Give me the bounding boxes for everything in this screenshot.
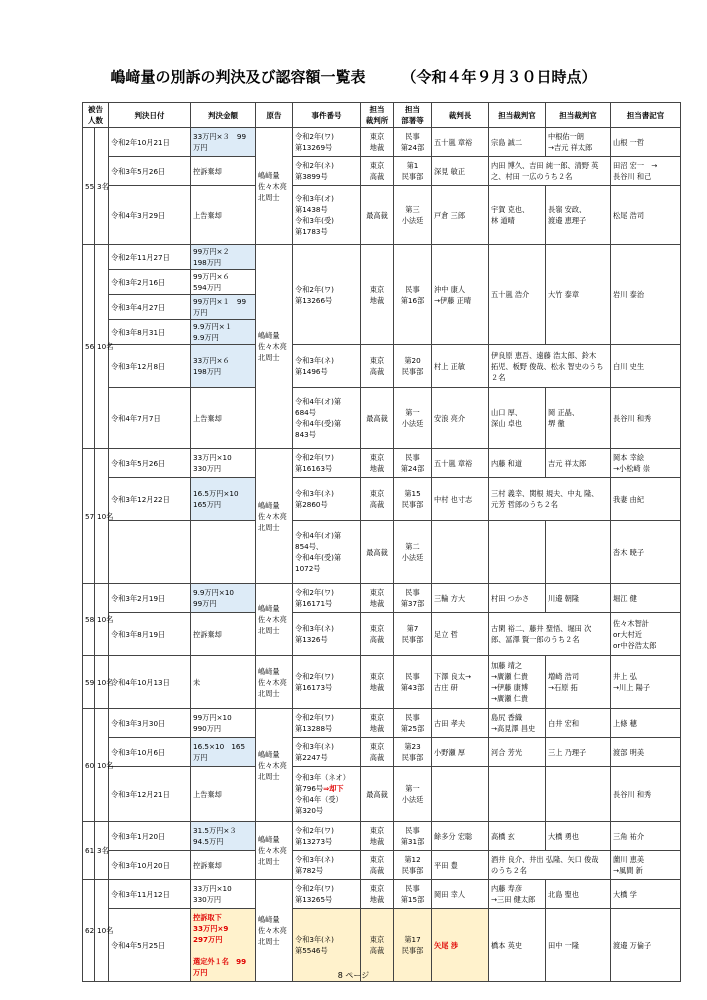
- judgment-amount: 控訴棄却: [191, 157, 256, 186]
- case-number: 令和3年(オ) 第1438号 令和3年(受) 第1783号: [293, 186, 361, 245]
- header-presiding: 裁判長: [432, 103, 489, 128]
- judgment-date: 令和3年2月16日: [109, 270, 191, 295]
- plaintiff: 嶋﨑量 佐々木亮 北周士: [256, 709, 293, 822]
- clerk: 上條 穂: [611, 709, 681, 738]
- judgment-date: 令和3年8月31日: [109, 320, 191, 345]
- judge-2: 岡 正晶、 堺 徹: [546, 388, 611, 449]
- division: 民事 第15部: [394, 880, 432, 909]
- case-number: 令和4年(オ)第 854号、 令和4年(受)第 1072号: [293, 521, 361, 584]
- presiding-judge: 小野瀬 厚: [432, 738, 489, 767]
- case-number: 令和3年(ネ) 第1496号: [293, 345, 361, 388]
- table-row: [83, 613, 681, 656]
- judgment-date: 令和4年5月25日: [109, 909, 191, 982]
- table-row: [83, 245, 681, 270]
- case-number: 令和2年(ワ) 第13265号: [293, 880, 361, 909]
- table-row: [83, 851, 681, 880]
- presiding-judge: 深見 敏正: [432, 157, 489, 186]
- judge-2: [546, 767, 611, 822]
- court: 東京 地裁: [361, 245, 394, 345]
- judge-1: [489, 521, 546, 584]
- presiding-judge: 沖中 康人 →伊藤 正晴: [432, 245, 489, 345]
- defendant-count: 10名: [95, 449, 109, 584]
- division: 民事 第43部: [394, 656, 432, 709]
- header-plaintiff: 原告: [256, 103, 293, 128]
- presiding-judge: 矢尾 渉: [432, 909, 489, 982]
- division: 第1 民事部: [394, 157, 432, 186]
- judge-1: [489, 767, 546, 822]
- presiding-judge: 五十嵐 章裕: [432, 449, 489, 478]
- judgment-date: 令和3年12月21日: [109, 767, 191, 822]
- judgment-amount: 33万円×３ 99 万円: [191, 128, 256, 157]
- judgment-amount: 未: [191, 656, 256, 709]
- plaintiff: 嶋﨑量 佐々木亮 北周士: [256, 449, 293, 584]
- presiding-judge: 安浪 亮介: [432, 388, 489, 449]
- judgment-date: 令和3年8月19日: [109, 613, 191, 656]
- case-number: 令和4年(オ)第 684号 令和4年(受)第 843号: [293, 388, 361, 449]
- plaintiff: 嶋﨑量 佐々木亮 北周士: [256, 584, 293, 656]
- group-number: 62: [83, 880, 95, 982]
- division: 第23 民事部: [394, 738, 432, 767]
- judgment-date: 令和3年5月26日: [109, 449, 191, 478]
- header-date: 判決日付: [109, 103, 191, 128]
- title-text: 嶋﨑量の別訴の判決及び認容額一覧表: [110, 68, 366, 86]
- judge-1: 五十嵐 浩介: [489, 245, 546, 345]
- table-row: [83, 521, 681, 584]
- header-case-no: 事件番号: [293, 103, 361, 128]
- court: 東京 地裁: [361, 822, 394, 851]
- table-row: [83, 388, 681, 449]
- table-row: [83, 767, 681, 822]
- court: 東京 高裁: [361, 851, 394, 880]
- judgment-amount: 控訴棄却: [191, 851, 256, 880]
- case-number: 令和2年(ネ) 第3899号: [293, 157, 361, 186]
- table-row: [83, 584, 681, 613]
- judgment-date: 令和3年3月30日: [109, 709, 191, 738]
- judges-combined: 古閑 裕二、藤井 聖悟、堀田 次 郎、冨澤 賢一郎のうち２名: [489, 613, 611, 656]
- table-row: [83, 478, 681, 521]
- clerk: 我妻 由紀: [611, 478, 681, 521]
- case-number: 令和3年(ネ) 第1326号: [293, 613, 361, 656]
- case-number: 令和3年(ネ) 第2860号: [293, 478, 361, 521]
- judge-1: 橋本 英史: [489, 909, 546, 982]
- judge-1: 宇賀 克也、 林 道晴: [489, 186, 546, 245]
- judgment-amount: 33万円×10 330万円: [191, 449, 256, 478]
- header-judge-1: 担当裁判官: [489, 103, 546, 128]
- court: 東京 地裁: [361, 709, 394, 738]
- presiding-judge: 古田 孝夫: [432, 709, 489, 738]
- presiding-judge: 村上 正敏: [432, 345, 489, 388]
- judgment-date: 令和3年12月8日: [109, 345, 191, 388]
- header-division: 担当 部署等: [394, 103, 432, 128]
- judgment-date: 令和3年2月19日: [109, 584, 191, 613]
- clerk: 白川 史生: [611, 345, 681, 388]
- judge-1: 村田 つかさ: [489, 584, 546, 613]
- court: 東京 高裁: [361, 478, 394, 521]
- division: 第12 民事部: [394, 851, 432, 880]
- court: 東京 地裁: [361, 656, 394, 709]
- judgment-date: 令和3年1月20日: [109, 822, 191, 851]
- judge-1: 山口 厚、 深山 卓也: [489, 388, 546, 449]
- presiding-judge: 中村 也寸志: [432, 478, 489, 521]
- judgment-amount: 16.5×10 165 万円: [191, 738, 256, 767]
- court: 東京 地裁: [361, 880, 394, 909]
- judges-combined: 内田 博久、吉田 純一郎、清野 英 之、村田 一広のうち２名: [489, 157, 611, 186]
- presiding-judge: 五十嵐 章裕: [432, 128, 489, 157]
- judgment-amount: 上告棄却: [191, 388, 256, 449]
- division: 第三 小法廷: [394, 186, 432, 245]
- judgment-amount: 33万円×10 330万円: [191, 880, 256, 909]
- court: 東京 高裁: [361, 738, 394, 767]
- judgment-amount: 上告棄却: [191, 767, 256, 822]
- header-amount: 判決金額: [191, 103, 256, 128]
- plaintiff: 嶋﨑量 佐々木亮 北周士: [256, 128, 293, 245]
- clerk: 岩川 泰治: [611, 245, 681, 345]
- defendant-count: 10名: [95, 656, 109, 709]
- judgment-date: [109, 521, 191, 584]
- clerk: 大橋 学: [611, 880, 681, 909]
- case-number: 令和2年(ワ) 第13273号: [293, 822, 361, 851]
- group-number: 61: [83, 822, 95, 880]
- division: 第一 小法廷: [394, 388, 432, 449]
- judges-combined: 酒井 良介、井出 弘隆、矢口 俊哉 のうち２名: [489, 851, 611, 880]
- presiding-judge: 下澤 良太→ 古庄 研: [432, 656, 489, 709]
- judges-combined: 三村 義幸、関根 規夫、中丸 隆、 元芳 哲郎のうち２名: [489, 478, 611, 521]
- page-number: 8 ページ: [337, 971, 370, 980]
- table-row: [83, 709, 681, 738]
- judge-2: 大橋 勇也: [546, 822, 611, 851]
- judgment-amount: 31.5万円×３ 94.5万円: [191, 822, 256, 851]
- clerk: 佐々木智計 or大村近 or中谷浩太郎: [611, 613, 681, 656]
- division: 民事 第25部: [394, 709, 432, 738]
- court: 東京 地裁: [361, 449, 394, 478]
- clerk: 松尾 浩司: [611, 186, 681, 245]
- presiding-judge: 平田 豊: [432, 851, 489, 880]
- plaintiff: 嶋﨑量 佐々木亮 北周士: [256, 822, 293, 880]
- judgment-date: 令和2年11月27日: [109, 245, 191, 270]
- court: 最高裁: [361, 521, 394, 584]
- defendant-count: 3名: [95, 822, 109, 880]
- defendant-count: 10名: [95, 880, 109, 982]
- case-number: 令和2年(ワ) 第16163号: [293, 449, 361, 478]
- judgment-date: 令和4年3月29日: [109, 186, 191, 245]
- group-number: 60: [83, 709, 95, 822]
- division: 民事 第24部: [394, 449, 432, 478]
- clerk: 沓木 暁子: [611, 521, 681, 584]
- plaintiff: 嶋﨑量 佐々木亮 北周士: [256, 656, 293, 709]
- clerk: 三角 祐介: [611, 822, 681, 851]
- judge-1: 河合 芳光: [489, 738, 546, 767]
- plaintiff: 嶋﨑量 佐々木亮 北周士: [256, 880, 293, 982]
- judgment-date: 令和3年10月6日: [109, 738, 191, 767]
- group-number: 59: [83, 656, 95, 709]
- judgment-amount: 控訴棄却: [191, 613, 256, 656]
- header-row: [83, 103, 681, 128]
- division: 民事 第24部: [394, 128, 432, 157]
- defendant-count: 10名: [95, 245, 109, 449]
- judgment-date: 令和3年5月26日: [109, 157, 191, 186]
- division: 民事 第31部: [394, 822, 432, 851]
- presiding-judge: 戸倉 三郎: [432, 186, 489, 245]
- judge-1: 島尻 香織 →高見澤 昌史: [489, 709, 546, 738]
- presiding-judge: [432, 521, 489, 584]
- division: 民事 第16部: [394, 245, 432, 345]
- judge-2: 中根佑一朗 →吉元 祥太郎: [546, 128, 611, 157]
- table-row: [83, 880, 681, 909]
- judgment-date: 令和2年10月21日: [109, 128, 191, 157]
- division: 第17 民事部: [394, 909, 432, 982]
- clerk: 山根 一哲: [611, 128, 681, 157]
- presiding-judge: 岡田 幸人: [432, 880, 489, 909]
- clerk: 田沼 宏一 → 長谷川 和己: [611, 157, 681, 186]
- judgment-date: 令和3年11月12日: [109, 880, 191, 909]
- court: 最高裁: [361, 388, 394, 449]
- header-court: 担当 裁判所: [361, 103, 394, 128]
- court: 東京 高裁: [361, 613, 394, 656]
- judgment-amount: 99万円×10 990万円: [191, 709, 256, 738]
- plaintiff: 嶋﨑量 佐々木亮 北周士: [256, 245, 293, 449]
- case-number: 令和2年(ワ) 第16171号: [293, 584, 361, 613]
- table-row: [83, 128, 681, 157]
- case-number: 令和2年(ワ) 第13266号: [293, 245, 361, 345]
- as-of-text: （令和４年９月３０日時点）: [401, 68, 597, 86]
- group-number: 58: [83, 584, 95, 656]
- judgment-date: 令和4年7月7日: [109, 388, 191, 449]
- case-number: 令和3年(ネ) 第2247号: [293, 738, 361, 767]
- table-row: [83, 345, 681, 388]
- judge-2: 田中 一隆: [546, 909, 611, 982]
- defendant-count: 10名: [95, 584, 109, 656]
- judge-2: 吉元 祥太郎: [546, 449, 611, 478]
- presiding-judge: 餘多分 宏聡: [432, 822, 489, 851]
- clerk: 長谷川 和秀: [611, 767, 681, 822]
- judgment-amount: 控訴取下 33万円×9 297万円 選定外１名 99 万円: [191, 909, 256, 982]
- judge-2: 三上 乃理子: [546, 738, 611, 767]
- table-row: [83, 449, 681, 478]
- judge-2: [546, 521, 611, 584]
- clerk: 長谷川 和秀: [611, 388, 681, 449]
- court: 東京 高裁: [361, 345, 394, 388]
- group-number: 56: [83, 245, 95, 449]
- judge-1: 宗島 誠二: [489, 128, 546, 157]
- table-row: [83, 738, 681, 767]
- presiding-judge: 三輪 方大: [432, 584, 489, 613]
- judge-1: 高橋 玄: [489, 822, 546, 851]
- judge-2: 増崎 浩司 →石原 拓: [546, 656, 611, 709]
- clerk: 岡本 幸絵 →小松崎 崇: [611, 449, 681, 478]
- clerk: 渡邉 万倫子: [611, 909, 681, 982]
- clerk: 堀江 健: [611, 584, 681, 613]
- judge-2: 北島 聖也: [546, 880, 611, 909]
- court: 東京 高裁: [361, 909, 394, 982]
- court: 東京 地裁: [361, 128, 394, 157]
- judgment-date: 令和3年10月20日: [109, 851, 191, 880]
- case-number: 令和2年(ワ) 第13269号: [293, 128, 361, 157]
- table-row: [83, 157, 681, 186]
- header-clerk: 担当書記官: [611, 103, 681, 128]
- case-number: 令和3年（ネオ） 第796号⇒却下 令和4年（受） 第320号: [293, 767, 361, 822]
- clerk: 渡部 明美: [611, 738, 681, 767]
- defendant-count: 10名: [95, 709, 109, 822]
- case-number: 令和2年(ワ) 第16173号: [293, 656, 361, 709]
- judgment-amount: 99万円×１ 99 万円: [191, 295, 256, 320]
- judgment-amount: 上告棄却: [191, 186, 256, 245]
- group-number: 57: [83, 449, 95, 584]
- judgment-date: 令和3年12月22日: [109, 478, 191, 521]
- judgment-amount: 9.9万円×10 99万円: [191, 584, 256, 613]
- court: 最高裁: [361, 767, 394, 822]
- judgment-table: [82, 102, 681, 982]
- division: 第二 小法廷: [394, 521, 432, 584]
- judges-combined: 伊良原 恵吾、遠藤 浩太郎、鈴木 拓児、板野 俊哉、松永 智史のうち ２名: [489, 345, 611, 388]
- table-row: [83, 656, 681, 709]
- division: 第20 民事部: [394, 345, 432, 388]
- judgment-date: 令和4年10月13日: [109, 656, 191, 709]
- header-defendants: 被告 人数: [83, 103, 109, 128]
- table-row: [83, 822, 681, 851]
- judgment-amount: 33万円×６ 198万円: [191, 345, 256, 388]
- case-number: 令和2年(ワ) 第13288号: [293, 709, 361, 738]
- judgment-amount: [191, 521, 256, 584]
- division: 第15 民事部: [394, 478, 432, 521]
- judgment-amount: 99万円×６ 594万円: [191, 270, 256, 295]
- judge-2: 長嶺 安政、 渡邉 恵理子: [546, 186, 611, 245]
- division: 民事 第37部: [394, 584, 432, 613]
- judge-2: 川邉 朝隆: [546, 584, 611, 613]
- court: 東京 高裁: [361, 157, 394, 186]
- clerk: 薗川 恵美 →風間 新: [611, 851, 681, 880]
- table-row: [83, 186, 681, 245]
- presiding-judge: 足立 哲: [432, 613, 489, 656]
- judgment-amount: 99万円×２ 198万円: [191, 245, 256, 270]
- division: 第一 小法廷: [394, 767, 432, 822]
- judgment-amount: 16.5万円×10 165万円: [191, 478, 256, 521]
- page-title: [0, 66, 707, 87]
- clerk: 井上 弘 →川上 陽子: [611, 656, 681, 709]
- court: 最高裁: [361, 186, 394, 245]
- judge-1: 内藤 和道: [489, 449, 546, 478]
- presiding-judge: [432, 767, 489, 822]
- judgment-date: 令和3年4月27日: [109, 295, 191, 320]
- judge-2: 白井 宏和: [546, 709, 611, 738]
- case-number: 令和3年(ネ) 第782号: [293, 851, 361, 880]
- case-number: 令和3年(ネ) 第5546号: [293, 909, 361, 982]
- header-judge-2: 担当裁判官: [546, 103, 611, 128]
- judgment-amount: 9.9万円×１ 9.9万円: [191, 320, 256, 345]
- court: 東京 地裁: [361, 584, 394, 613]
- judge-1: 加藤 靖之 →廣瀬 仁貴 →伊藤 康博 →廣瀬 仁貴: [489, 656, 546, 709]
- judge-1: 内藤 寿彦 →三田 健太郎: [489, 880, 546, 909]
- group-number: 55: [83, 128, 95, 245]
- division: 第7 民事部: [394, 613, 432, 656]
- defendant-count: 3名: [95, 128, 109, 245]
- judge-2: 大竹 泰章: [546, 245, 611, 345]
